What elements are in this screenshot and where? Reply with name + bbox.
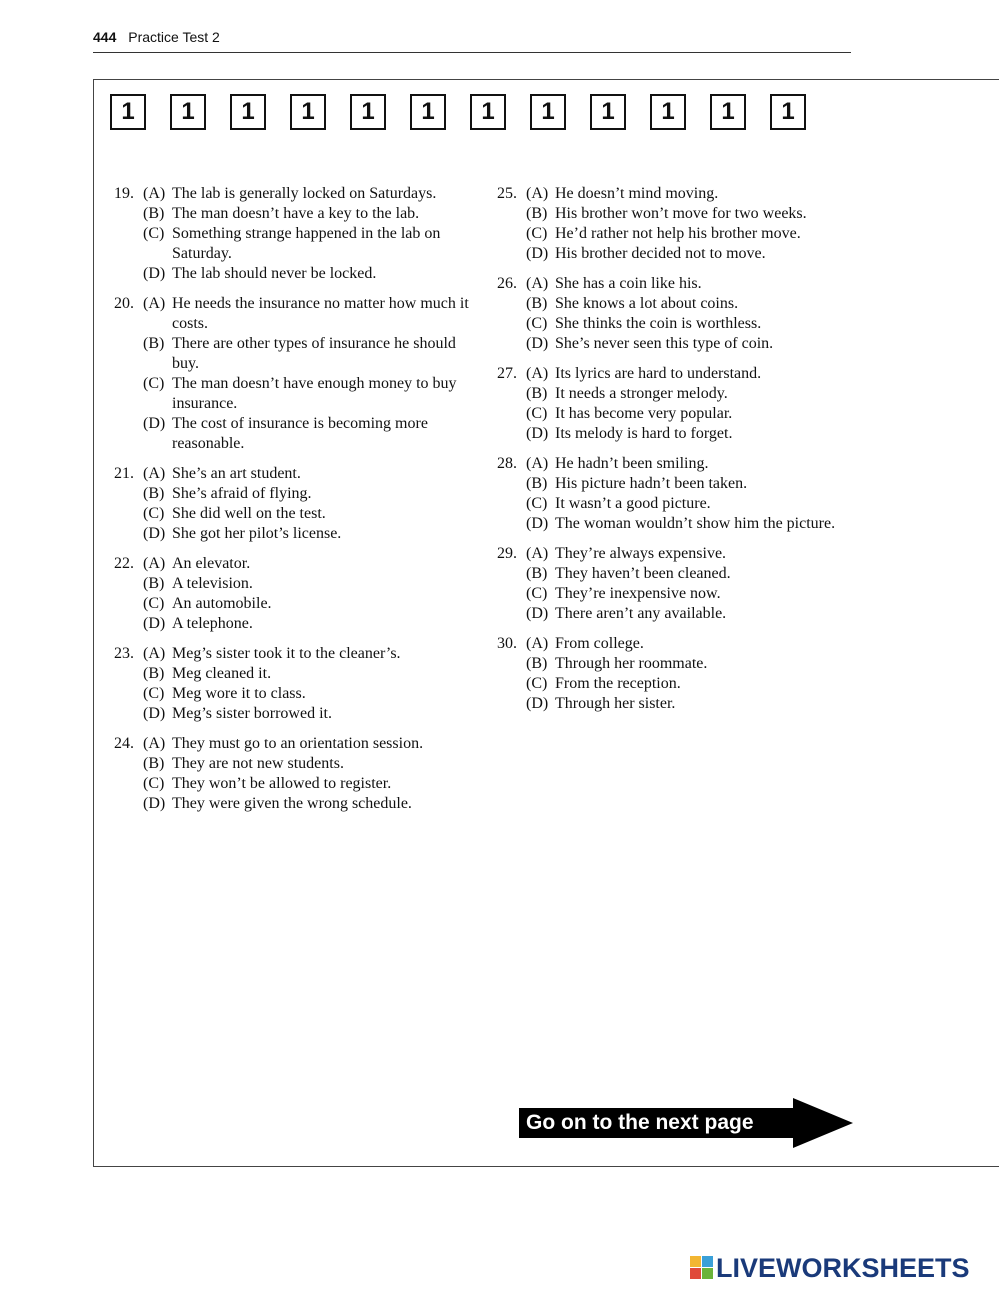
option-letter: (C) (143, 775, 165, 792)
option-text: She did well on the test. (172, 505, 326, 522)
answer-option[interactable] (114, 204, 474, 224)
option-text: His picture hadn’t been taken. (555, 475, 748, 492)
answer-option[interactable] (497, 274, 857, 294)
option-text: An automobile. (172, 595, 272, 612)
answer-option[interactable] (497, 204, 857, 224)
option-letter: (D) (526, 695, 549, 712)
questions-column-right (497, 184, 857, 724)
answer-option[interactable] (114, 734, 474, 754)
question-number: 27. (497, 365, 517, 382)
option-text: The lab is generally locked on Saturdays. (172, 185, 437, 202)
answer-option[interactable] (497, 634, 857, 654)
answer-option[interactable] (497, 674, 857, 694)
option-letter: (A) (526, 455, 549, 472)
option-letter: (C) (526, 225, 548, 242)
answer-option[interactable] (497, 564, 857, 584)
answer-option[interactable] (114, 684, 474, 704)
answer-option[interactable] (114, 594, 474, 614)
answer-option[interactable] (114, 614, 474, 634)
option-letter: (B) (526, 655, 548, 672)
option-letter: (B) (143, 575, 165, 592)
answer-option[interactable] (114, 264, 474, 284)
option-text: A television. (172, 575, 253, 592)
question-item (497, 364, 857, 444)
question-number: 19. (114, 185, 134, 202)
answer-option[interactable] (114, 574, 474, 594)
section-marker-box: 1 (230, 94, 266, 130)
section-marker-box: 1 (650, 94, 686, 130)
option-text: She’s never seen this type of coin. (555, 335, 774, 352)
option-letter: (C) (143, 375, 165, 392)
question-item (114, 184, 474, 284)
option-letter: (B) (143, 665, 165, 682)
option-text: The cost of insurance is becoming more reasonable. (172, 415, 428, 452)
answer-option[interactable] (497, 184, 857, 204)
option-text: There are other types of insurance he should buy. (172, 335, 456, 372)
option-letter: (D) (526, 425, 549, 442)
option-letter: (A) (143, 555, 166, 572)
option-text: Its melody is hard to forget. (555, 425, 733, 442)
option-text: They haven’t been cleaned. (555, 565, 731, 582)
answer-option[interactable] (114, 334, 474, 374)
question-number: 25. (497, 185, 517, 202)
answer-option[interactable] (114, 224, 474, 264)
answer-option[interactable] (114, 504, 474, 524)
option-letter: (C) (526, 495, 548, 512)
answer-option[interactable] (114, 414, 474, 454)
option-text: She knows a lot about coins. (555, 295, 739, 312)
header-rule (93, 52, 851, 53)
option-text: It has become very popular. (555, 405, 733, 422)
frame-bottom-border (93, 1166, 999, 1167)
section-marker-box: 1 (530, 94, 566, 130)
option-letter: (A) (526, 365, 549, 382)
option-text: The man doesn’t have a key to the lab. (172, 205, 420, 222)
section-marker-box: 1 (350, 94, 386, 130)
answer-option[interactable] (114, 794, 474, 814)
section-marker-box: 1 (170, 94, 206, 130)
answer-option[interactable] (497, 494, 857, 514)
go-on-next-page-button[interactable] (519, 1098, 854, 1150)
answer-option[interactable] (497, 314, 857, 334)
option-letter: (A) (526, 635, 549, 652)
section-marker-box: 1 (410, 94, 446, 130)
answer-option[interactable] (497, 244, 857, 264)
option-text: Meg’s sister took it to the cleaner’s. (172, 645, 401, 662)
section-marker-box: 1 (770, 94, 806, 130)
answer-option[interactable] (497, 334, 857, 354)
option-letter: (B) (143, 485, 165, 502)
question-item (497, 184, 857, 264)
section-marker-box: 1 (590, 94, 626, 130)
option-letter: (D) (526, 335, 549, 352)
logo-text: LIVEWORKSHEETS (716, 1253, 970, 1283)
option-letter: (B) (526, 295, 548, 312)
question-number: 22. (114, 555, 134, 572)
answer-option[interactable] (497, 294, 857, 314)
answer-option[interactable] (114, 704, 474, 724)
question-item (114, 644, 474, 724)
section-marker-box: 1 (470, 94, 506, 130)
question-item (114, 294, 474, 454)
answer-option[interactable] (114, 524, 474, 544)
option-text: It needs a stronger melody. (555, 385, 728, 402)
option-letter: (B) (526, 565, 548, 582)
section-marker-box: 1 (290, 94, 326, 130)
answer-option[interactable] (497, 474, 857, 494)
option-text: He doesn’t mind moving. (555, 185, 719, 202)
option-text: There aren’t any available. (555, 605, 727, 622)
option-letter: (A) (526, 185, 549, 202)
option-text: She got her pilot’s license. (172, 525, 342, 542)
page-number: 444 (93, 29, 117, 45)
option-letter: (A) (143, 465, 166, 482)
question-number: 21. (114, 465, 134, 482)
option-letter: (A) (526, 545, 549, 562)
option-text: She’s an art student. (172, 465, 301, 482)
question-number: 29. (497, 545, 517, 562)
answer-option[interactable] (497, 604, 857, 624)
option-text: He’d rather not help his brother move. (555, 225, 801, 242)
answer-option[interactable] (497, 514, 857, 534)
option-text: From college. (555, 635, 644, 652)
option-text: They’re always expensive. (555, 545, 727, 562)
answer-option[interactable] (497, 384, 857, 404)
option-letter: (C) (526, 585, 548, 602)
question-number: 30. (497, 635, 517, 652)
option-text: It wasn’t a good picture. (555, 495, 711, 512)
answer-option[interactable] (497, 544, 857, 564)
option-text: Meg’s sister borrowed it. (172, 705, 332, 722)
option-text: Through her sister. (555, 695, 676, 712)
option-text: They were given the wrong schedule. (172, 795, 412, 812)
option-text: Its lyrics are hard to understand. (555, 365, 762, 382)
option-text: His brother won’t move for two weeks. (555, 205, 807, 222)
section-marker-box: 1 (710, 94, 746, 130)
answer-option[interactable] (114, 664, 474, 684)
option-letter: (D) (143, 795, 166, 812)
answer-option[interactable] (497, 424, 857, 444)
answer-option[interactable] (497, 694, 857, 714)
option-letter: (A) (143, 645, 166, 662)
page-title: Practice Test 2 (128, 29, 220, 45)
frame-left-border (93, 79, 94, 1167)
option-text: They are not new students. (172, 755, 344, 772)
answer-option[interactable] (114, 774, 474, 794)
question-number: 24. (114, 735, 134, 752)
question-item (114, 554, 474, 634)
option-letter: (D) (143, 525, 166, 542)
option-letter: (B) (526, 205, 548, 222)
option-text: She’s afraid of flying. (172, 485, 312, 502)
option-text: She has a coin like his. (555, 275, 702, 292)
option-text: An elevator. (172, 555, 251, 572)
option-letter: (D) (526, 245, 549, 262)
option-letter: (D) (143, 615, 166, 632)
option-text: Something strange happened in the lab on Saturday. (172, 225, 441, 262)
questions-column-left (114, 184, 474, 824)
arrow-right-icon (793, 1098, 853, 1148)
question-item (114, 464, 474, 544)
option-text: Meg wore it to class. (172, 685, 306, 702)
option-letter: (C) (526, 405, 548, 422)
option-letter: (C) (143, 685, 165, 702)
option-letter: (C) (526, 675, 548, 692)
option-text: They won’t be allowed to register. (172, 775, 392, 792)
option-letter: (A) (143, 295, 166, 312)
option-letter: (D) (143, 705, 166, 722)
answer-option[interactable] (114, 754, 474, 774)
answer-option[interactable] (497, 454, 857, 474)
question-number: 28. (497, 455, 517, 472)
option-text: Through her roommate. (555, 655, 708, 672)
option-text: He hadn’t been smiling. (555, 455, 709, 472)
answer-option[interactable] (114, 294, 474, 334)
go-on-label: Go on to the next page (526, 1111, 754, 1134)
option-letter: (D) (143, 415, 166, 432)
option-text: A telephone. (172, 615, 253, 632)
option-letter: (D) (526, 605, 549, 622)
question-item (497, 544, 857, 624)
answer-option[interactable] (497, 364, 857, 384)
option-letter: (C) (143, 225, 165, 242)
option-text: She thinks the coin is worthless. (555, 315, 762, 332)
answer-option[interactable] (497, 404, 857, 424)
option-text: The man doesn’t have enough money to buy insurance. (172, 375, 457, 412)
option-letter: (A) (143, 185, 166, 202)
option-text: The lab should never be locked. (172, 265, 377, 282)
answer-option[interactable] (497, 224, 857, 244)
option-text: The woman wouldn’t show him the picture. (555, 515, 836, 532)
liveworksheets-grid-icon (690, 1256, 714, 1280)
option-letter: (C) (143, 595, 165, 612)
question-item (497, 634, 857, 714)
option-text: He needs the insurance no matter how much it costs. (172, 295, 469, 332)
question-number: 26. (497, 275, 517, 292)
frame-top-border (93, 79, 999, 80)
answer-option[interactable] (114, 484, 474, 504)
answer-option[interactable] (497, 654, 857, 674)
option-text: They’re inexpensive now. (555, 585, 721, 602)
question-item (114, 734, 474, 814)
section-marker-box: 1 (110, 94, 146, 130)
option-text: Meg cleaned it. (172, 665, 272, 682)
option-text: From the reception. (555, 675, 681, 692)
option-letter: (B) (526, 385, 548, 402)
page-header (93, 29, 220, 45)
answer-option[interactable] (114, 464, 474, 484)
question-item (497, 454, 857, 534)
option-text: They must go to an orientation session. (172, 735, 424, 752)
option-letter: (C) (526, 315, 548, 332)
option-letter: (A) (143, 735, 166, 752)
option-letter: (B) (526, 475, 548, 492)
question-number: 23. (114, 645, 134, 662)
answer-option[interactable] (114, 554, 474, 574)
answer-option[interactable] (497, 584, 857, 604)
answer-option[interactable] (114, 374, 474, 414)
answer-option[interactable] (114, 644, 474, 664)
option-letter: (A) (526, 275, 549, 292)
question-number: 20. (114, 295, 134, 312)
option-letter: (D) (143, 265, 166, 282)
option-text: His brother decided not to move. (555, 245, 766, 262)
option-letter: (B) (143, 335, 165, 352)
question-item (497, 274, 857, 354)
option-letter: (C) (143, 505, 165, 522)
option-letter: (D) (526, 515, 549, 532)
answer-option[interactable] (114, 184, 474, 204)
option-letter: (B) (143, 755, 165, 772)
option-letter: (B) (143, 205, 165, 222)
